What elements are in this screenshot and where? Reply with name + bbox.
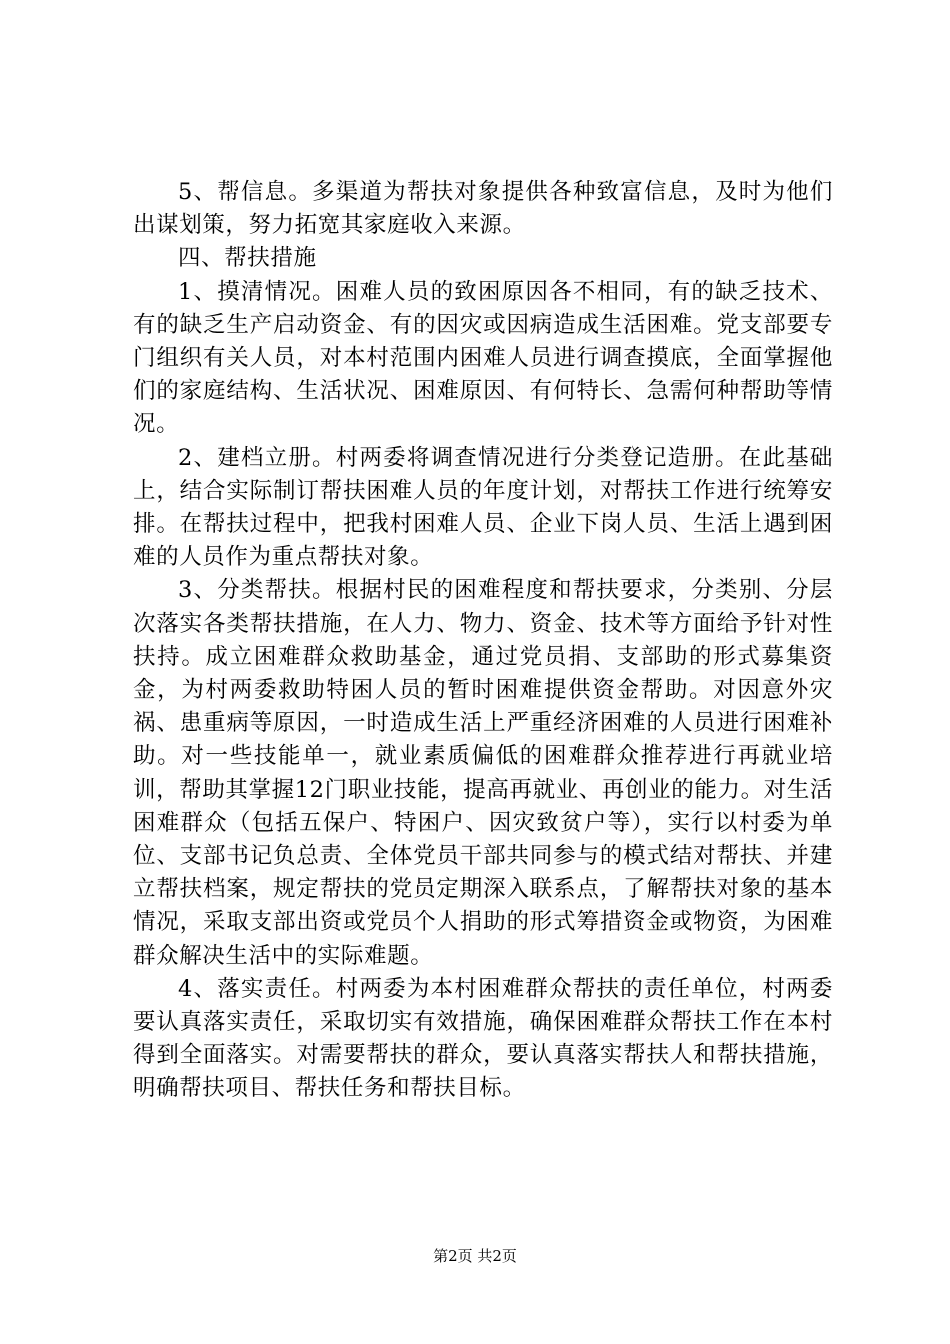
paragraph-help-information: 5、帮信息。多渠道为帮扶对象提供各种致富信息，及时为他们出谋划策，努力拓宽其家庭收入来源。	[133, 179, 833, 239]
section-heading-measures: 四、帮扶措施	[178, 245, 317, 272]
paragraph-survey-situation: 1、摸清情况。困难人员的致困原因各不相同，有的缺乏技术、有的缺乏生产启动资金、有的因灾或因病造成生活困难。党支部要专门组织有关人员，对本村范围内困难人员进行调查摸底，全面掌握他们的家庭结构、生活状况、困难原因、有何特长、急需何种帮助等情况。	[133, 278, 833, 438]
page-number-footer: 第2页 共2页	[433, 1247, 517, 1265]
paragraph-classified-help: 3、分类帮扶。根据村民的困难程度和帮扶要求，分类别、分层次落实各类帮扶措施，在人力、物力、资金、技术等方面给予针对性扶持。成立困难群众救助基金，通过党员捐、支部助的形式募集资金，为村两委救助特困人员的暂时困难提供资金帮助。对因意外灾祸、患重病等原因，一时造成生活上严重经济困难的人员进行困难补助。对一些技能单一，就业素质偏低的困难群众推荐进行再就业培训，帮助其掌握12门职业技能，提高再就业、再创业的能力。对生活困难群众（包括五保户、特困户、因灾致贫户等），实行以村委为单位、支部书记负总责、全体党员干部共同参与的模式结对帮扶、并建立帮扶档案，规定帮扶的党员定期深入联系点，了解帮扶对象的基本情况，采取支部出资或党员个人捐助的形式筹措资金或物资，为困难群众解决生活中的实际难题。	[133, 577, 833, 969]
paragraph-build-archives: 2、建档立册。村两委将调查情况进行分类登记造册。在此基础上，结合实际制订帮扶困难人员的年度计划，对帮扶工作进行统筹安排。在帮扶过程中，把我村困难人员、企业下岗人员、生活上遇到困难的人员作为重点帮扶对象。	[133, 444, 833, 571]
document-body	[133, 176, 833, 1106]
paragraph-implement-responsibility: 4、落实责任。村两委为本村困难群众帮扶的责任单位，村两委要认真落实责任，采取切实有效措施，确保困难群众帮扶工作在本村得到全面落实。对需要帮扶的群众，要认真落实帮扶人和帮扶措施，明确帮扶项目、帮扶任务和帮扶目标。	[133, 975, 833, 1102]
